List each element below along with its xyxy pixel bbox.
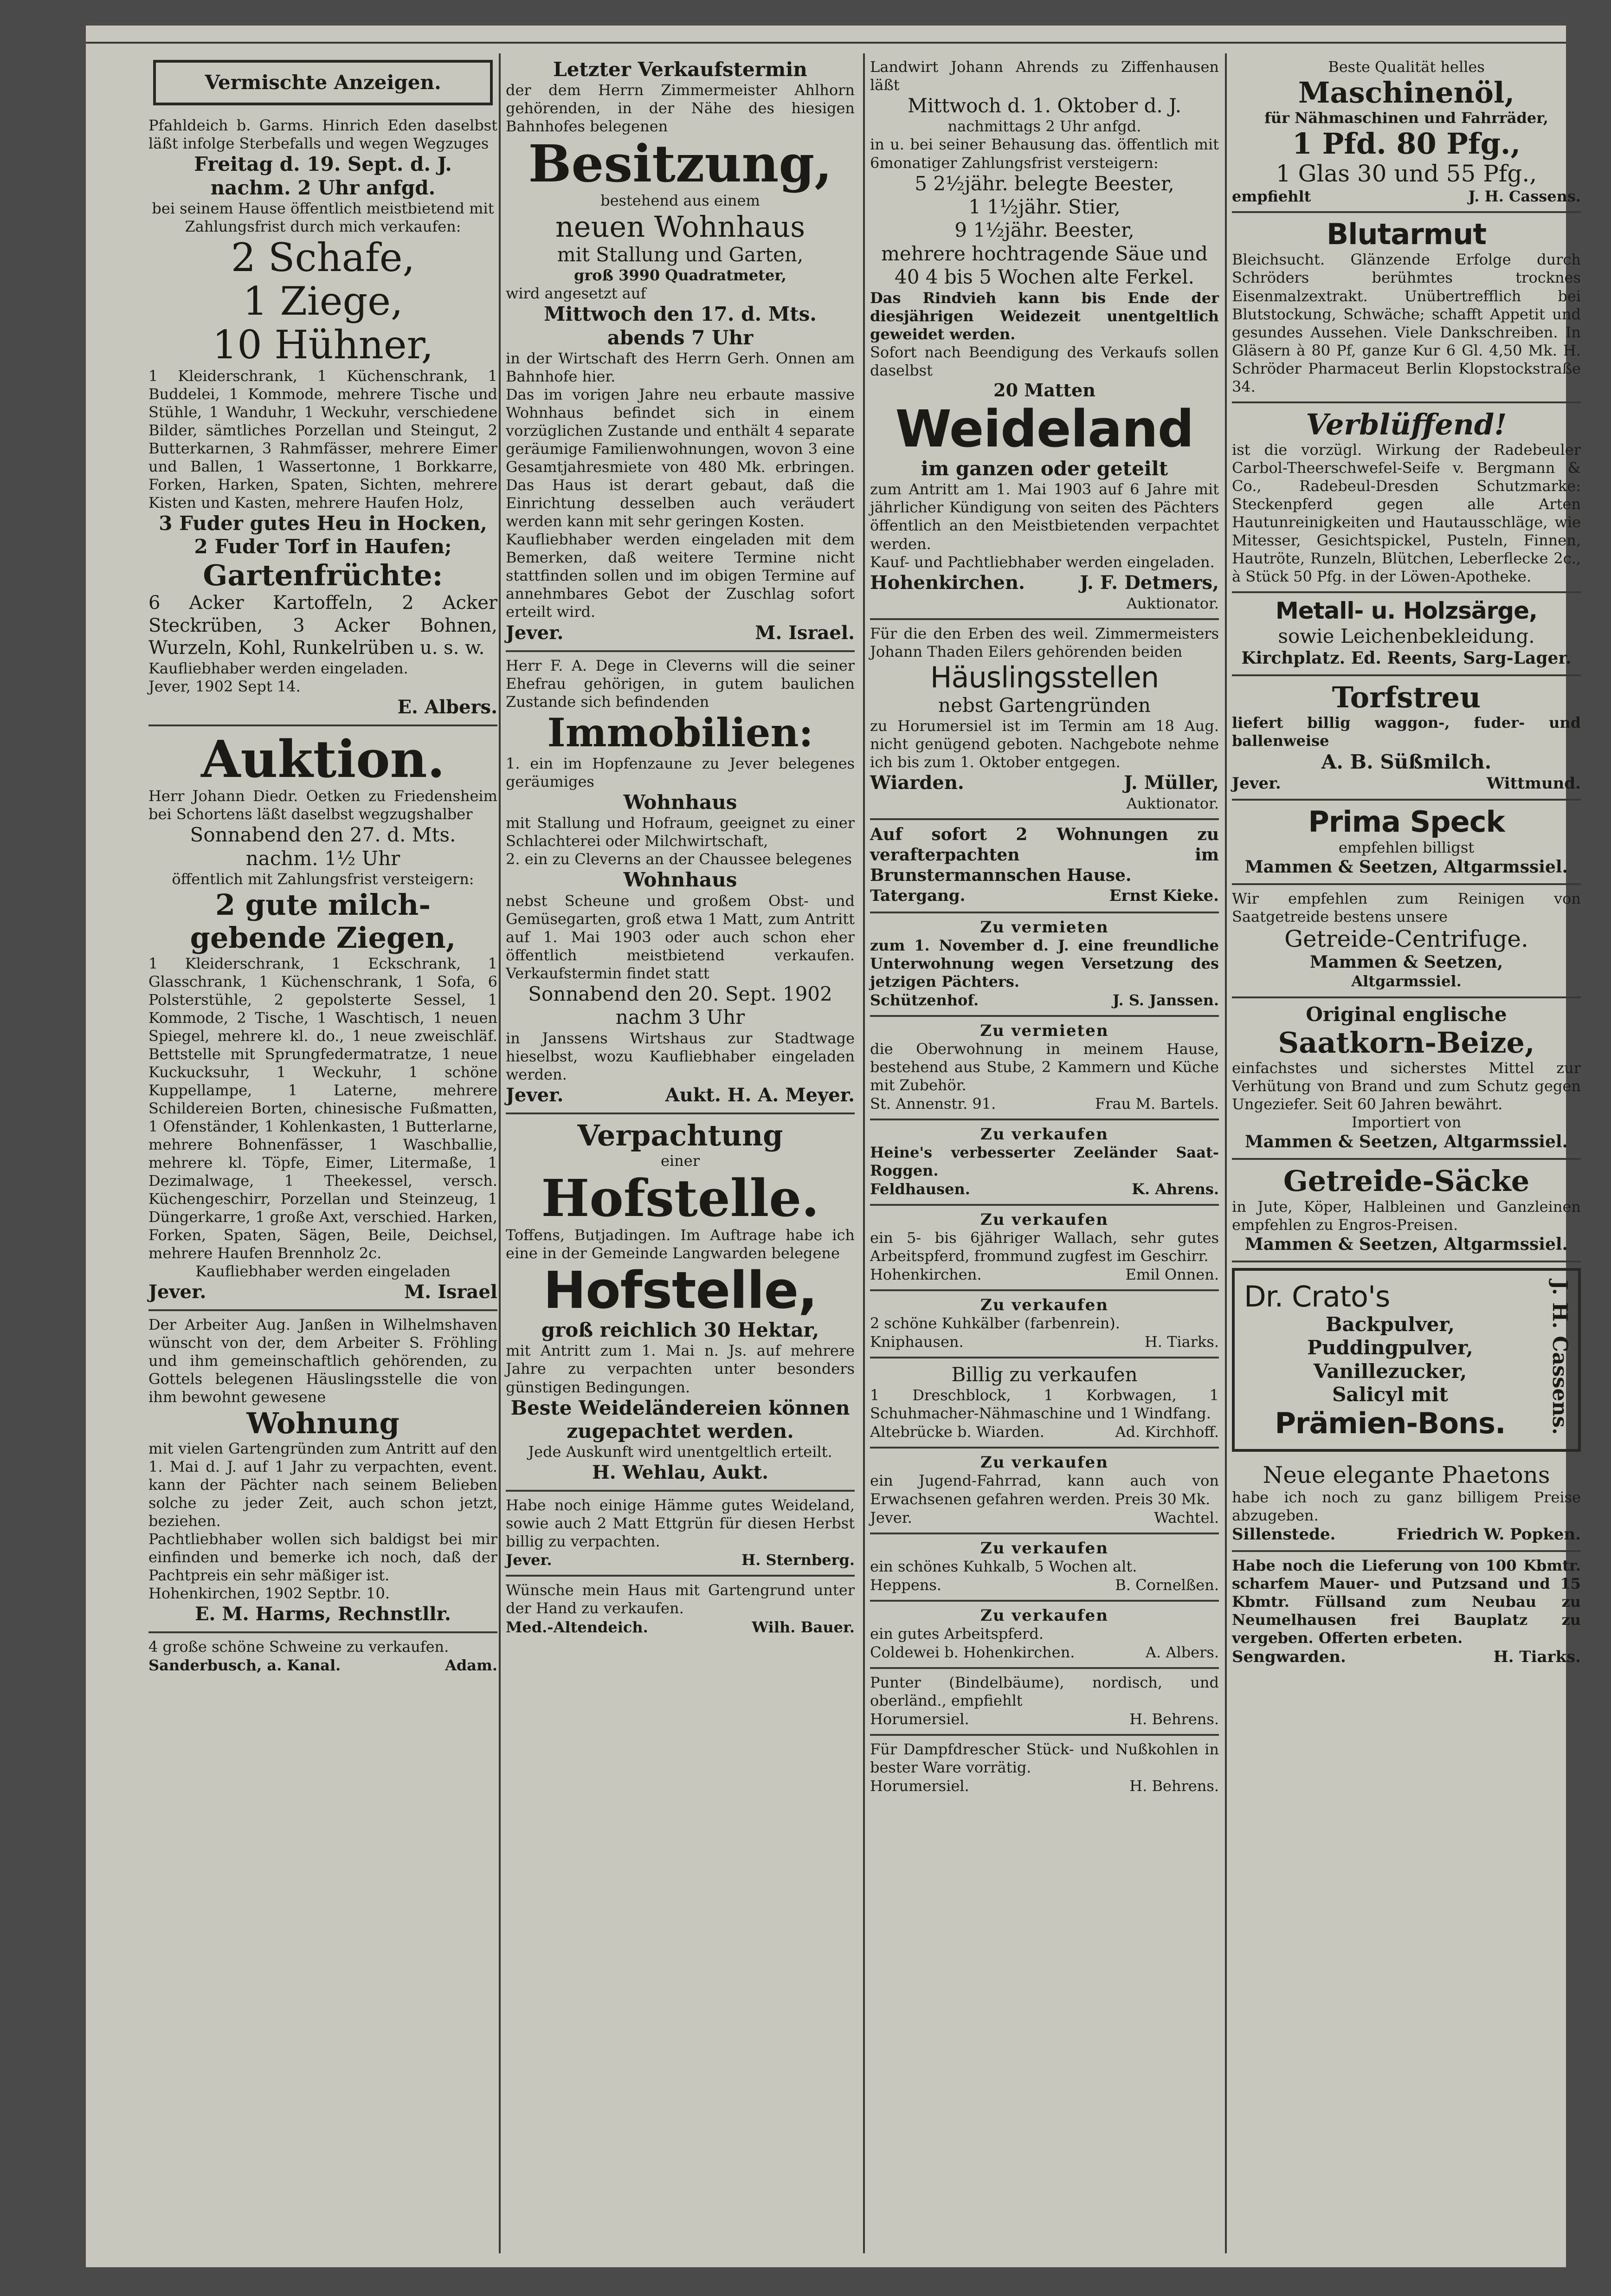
ad-signature	[870, 1508, 1219, 1527]
top-rule	[86, 42, 1566, 44]
signature-place: Jever.	[506, 621, 564, 644]
column-4	[1232, 53, 1581, 2253]
ad-title: Verblüffend!	[1306, 407, 1507, 441]
ad-text: ein gutes Arbeitspferd.	[870, 1624, 1044, 1643]
signature-place: Coldewei b. Hohenkirchen.	[870, 1643, 1075, 1661]
item-peat: 2 Fuder Torf in Haufen;	[194, 535, 452, 558]
ad-intro: Der Arbeiter Aug. Janßen in Wilhelmshaven wünscht von der, dem Arbeiter S. Fröhling und ihm gemeinschaftlich gehörenden, zu Gottels belegenen Häuslingsstelle die von ihm bewohnt gewesene	[148, 1316, 497, 1406]
ad-date: Mittwoch den 17. d. Mts.	[544, 303, 817, 326]
signature-name: E. Albers.	[397, 696, 497, 718]
product-4: Salicyl mit	[1332, 1383, 1448, 1406]
ad-role: Auktionator.	[1126, 795, 1219, 813]
signature-place: Tatergang.	[870, 886, 966, 905]
signature-name: A. Albers.	[1145, 1643, 1219, 1661]
ad-text: 4 große schöne Schweine zu verkaufen.	[148, 1638, 449, 1656]
ad-date: Mittwoch d. 1. Oktober d. J.	[907, 94, 1182, 117]
signature-name: Mammen & Seetzen,	[1309, 952, 1503, 972]
ad-title: Weideland	[895, 399, 1194, 459]
product-1: Backpulver,	[1325, 1313, 1455, 1336]
ad-signature	[1232, 1132, 1581, 1152]
centrifuge-ad-mammen	[1232, 885, 1581, 998]
ad-text: 2 schöne Kuhkälber (farbenrein).	[870, 1314, 1120, 1332]
ad-time: abends 7 Uhr	[607, 326, 754, 349]
ad-head: Zu vermieten	[980, 1021, 1109, 1040]
crato-ad-frame	[1232, 1268, 1581, 1452]
peat-ad-suessmilch	[1232, 676, 1581, 801]
ad-signature	[1232, 187, 1581, 206]
rental-ad-bartels	[870, 1017, 1219, 1120]
signature-name: H. Behrens.	[1129, 1710, 1219, 1728]
item-goats: 2 gute milch-	[215, 888, 431, 922]
signature-place: Horumersiel.	[870, 1710, 969, 1728]
signature-name: Aukt. H. A. Meyer.	[665, 1084, 855, 1106]
signature-name: J. Müller,	[1124, 772, 1219, 794]
ad-title: Auktion.	[201, 729, 445, 789]
column-3	[870, 53, 1219, 2253]
item-1-text: mit Stallung und Hofraum, geeignet zu einer Schlachterei oder Milchwirtschaft,	[506, 814, 855, 850]
rental-ad-kieke	[870, 820, 1219, 913]
ad-sub: nebst Gartengründen	[938, 693, 1151, 717]
ad-text: ist die vorzügl. Wirkung der Radebeuler Carbol-Theerschwefel-Seife v. Bergmann & Co., Radebeul-Dresden Schutzmarke: Steckenpferd gegen alle Arten Hautunreinigkeiten und Hautausschläge, wie Mitesser, Gesichtspickel, Pusteln, Finnen, Hautröte, Runzeln, Blütchen, Leberflecke 2c., à Stück 50 Pfg. in der Löwen-Apotheke.	[1232, 441, 1581, 586]
ad-text: Wünsche mein Haus mit Gartengrund unter der Hand zu verkaufen.	[506, 1581, 855, 1617]
phaeton-ad-popken	[1232, 1457, 1581, 1552]
item-list: 1 Kleiderschrank, 1 Eckschrank, 1 Glasschrank, 1 Küchenschrank, 1 Sofa, 6 Polsterstühle, 2 gepolsterte Sessel, 1 Kommode, 2 Tische, 1 Waschtisch, 1 neuen Spiegel, mehrere kl. do., 1 neue zweischläf. Bettstelle mit Sprungfedermatratze, 1 neue Kuckucksuhr, 1 Weckuhr, 1 schöne Kuppellampe, 1 Laterne, mehrere Schildereien Borten, chinesische Fußmatten, 1 Ofenständer, 1 Kohlenkasten, 1 Butterlarne, mehrere Bohnenfässer, 1 Waschballie, mehrere kl. Töpfe, Eimer, Litermaße, 1 Dezimalwage, 1 Theekessel, versch. Küchengeschirr, Porzellan und Steinzeug, 1 Düngerkarre, 1 große Axt, verschied. Harken, Forken, Spaten, Sägen, Beile, Deichsel, mehrere Haufen Brennholz 2c.	[148, 954, 497, 1262]
health-ad-schroeder	[1232, 213, 1581, 403]
sack-ad-mammen	[1232, 1160, 1581, 1262]
column-divider	[863, 53, 865, 2253]
ad-signature	[870, 1180, 1219, 1198]
ad-title: Besitzung,	[528, 134, 832, 194]
ad-time: nachm. 2 Uhr anfgd.	[210, 176, 436, 199]
signature-place: Hohenkirchen.	[870, 1266, 982, 1283]
ad-title: Maschinenöl,	[1298, 76, 1515, 110]
signature-name: H. Sternberg.	[741, 1551, 855, 1569]
recommend: empfiehlt	[1232, 188, 1311, 206]
auction-ad-albers	[148, 112, 497, 726]
signature-place: Schützenhof.	[870, 991, 979, 1009]
ad-signature	[870, 1643, 1219, 1662]
ad-title-2: Hofstelle,	[543, 1261, 817, 1320]
soap-ad-bergmann	[1232, 403, 1581, 594]
ad-sub: für Nähmaschinen und Fahrräder,	[1264, 109, 1548, 127]
signature-place-2: Wittmund.	[1487, 774, 1581, 793]
ad-text: mit vielen Gartengründen zum Antritt auf den 1. Mai d. J. auf 1 Jahr zu verpachten, event. kann der Pächter nach seinem Belieben solche zu jeder Zeit, auch schon jetzt, beziehen.	[148, 1439, 497, 1530]
signature-place: Altebrücke b. Wiarden.	[870, 1423, 1044, 1441]
ad-title: Torfstreu	[1332, 680, 1481, 715]
ad-role: Auktionator.	[1126, 594, 1219, 612]
ad-signature	[870, 1576, 1219, 1594]
ad-intro: Für die den Erben des weil. Zimmermeisters Johann Thaden Eilers gehörenden beiden	[870, 624, 1219, 660]
signature-name: J. F. Detmers,	[1080, 571, 1219, 594]
ad-intro: der dem Herrn Zimmermeister Ahlhorn gehörenden, in der Nähe des hiesigen Bahnhofes belegenen	[506, 81, 855, 136]
sale-ad-ahrens	[870, 1120, 1219, 1206]
ad-signature	[506, 621, 855, 645]
item-4: mehrere hochtragende Säue und 40 4 bis 5 Wochen alte Ferkel.	[881, 242, 1208, 289]
ad-invite: Kaufliebhaber werden eingeladen.	[148, 660, 408, 678]
ad-title: Metall- u. Holzsärge,	[1275, 597, 1538, 625]
ad-signature	[870, 771, 1219, 795]
item-hens: 10 Hühner,	[212, 322, 434, 368]
signature-place: Kniphausen.	[870, 1333, 964, 1351]
column-1	[148, 53, 497, 2253]
item-goat: 1 Ziege,	[243, 278, 403, 324]
signature-name: Adam.	[445, 1656, 497, 1675]
ad-text: zu Horumersiel ist im Termin am 18 Aug. nicht genügend geboten. Nachgebote nehme ich bis zum 1. Oktober entgegen.	[870, 717, 1219, 771]
bacon-ad-mammen	[1232, 801, 1581, 885]
ad-intro: Landwirt Johann Ahrends zu Ziffenhausen läßt	[870, 58, 1219, 94]
ad-info: Jede Auskunft wird unentgeltlich erteilt.	[528, 1443, 832, 1461]
ad-size: groß 3990 Quadratmeter,	[574, 266, 786, 285]
sale-ad-bauer	[506, 1577, 855, 1642]
signature-name: Emil Onnen.	[1125, 1266, 1219, 1283]
ad-title: Hofstelle.	[541, 1168, 819, 1228]
premium-bons: Prämien-Bons.	[1275, 1406, 1506, 1440]
ad-signature	[870, 991, 1219, 1009]
ad-title: Prima Speck	[1308, 805, 1505, 839]
ad-intro: Herr Johann Diedr. Oetken zu Friedensheim bei Schortens läßt daselbst wegzugshalber	[148, 787, 497, 823]
ad-signature	[148, 1281, 497, 1304]
ad-time: nachm 3 Uhr	[615, 1006, 745, 1029]
sale-ad-behrens-coal	[870, 1736, 1219, 1801]
ad-size: groß reichlich 30 Hektar,	[541, 1319, 819, 1342]
column-2	[506, 53, 855, 2253]
ad-signature	[1232, 1234, 1581, 1255]
seller-vertical: J. H. Cassens.	[1548, 1280, 1572, 1435]
signature-place: Jever.	[870, 1508, 912, 1526]
ad-text: Das im vorigen Jahre neu erbaute massive Wohnhaus befindet sich in einem vorzüglichen Zustande und enthält 4 separate geräumige Familienwohnungen, wovon 3 eine Gesamtjahresmiete von 480 Mk. erbringen. Das Haus ist derart gebaut, daß die Einrichtung desselben auch veräudert werden kann mit sehr geringen Kosten.	[506, 386, 855, 530]
signature-name: J. H. Cassens.	[1468, 188, 1581, 206]
ad-text: habe ich noch zu ganz billigem Preise abzugeben.	[1232, 1488, 1581, 1525]
ad-signature	[870, 1710, 1219, 1728]
ad-text: ein schönes Kuhkalb, 5 Wochen alt.	[870, 1557, 1137, 1575]
signature-place: Med.-Altendeich.	[506, 1618, 648, 1636]
signature-place: Jever.	[506, 1551, 552, 1569]
item-vegetables: 6 Acker Kartoffeln, 2 Acker Steckrüben, 3 Acker Bohnen, Wurzeln, Kohl, Runkelrüben u. s. w.	[148, 592, 497, 659]
ad-signature	[870, 1094, 1219, 1113]
item-2: 1 1½jähr. Stier,	[968, 195, 1121, 218]
ad-text-2: Kaufliebhaber werden eingeladen mit dem Bemerken, daß weitere Termine nicht stattfinden sollen und im obigen Termine auf annehmbares Gebot der Zuschlag sofort erteilt wird.	[506, 530, 855, 621]
auction-ad-ahrends	[870, 53, 1219, 620]
ad-sub: bestehend aus einem	[600, 192, 760, 210]
signature-name: A. B. Süßmilch.	[1321, 750, 1492, 773]
ad-signature	[870, 1777, 1219, 1795]
ad-text: Habe noch die Lieferung von 100 Kbmtr. scharfem Mauer- und Putzsand und 15 Kbmtr. Füllsand zum Neubau zu Neumelhausen frei Bauplatz zu vergeben. Offerten erbeten.	[1232, 1556, 1581, 1647]
ad-signature	[870, 1265, 1219, 1284]
signature-name: Wilh. Bauer.	[752, 1618, 855, 1636]
ad-place: in der Wirtschaft des Herrn Gerh. Onnen am Bahnhofe hier.	[506, 349, 855, 386]
ad-signature	[870, 571, 1219, 595]
ad-note: Das Rindvieh kann bis Ende der diesjährigen Weidezeit unentgeltlich geweidet werden.	[870, 289, 1219, 343]
signature-name: Mammen & Seetzen, Altgarmssiel.	[1244, 857, 1568, 877]
item-sheep: 2 Schafe,	[231, 235, 415, 281]
signature-place: Feldhausen.	[870, 1180, 970, 1198]
signature-name: Friedrich W. Popken.	[1396, 1525, 1581, 1544]
ad-intro: Pfahldeich b. Garms. Hinrich Eden daselbst läßt infolge Sterbefalls und wegen Wegzuges	[148, 116, 497, 153]
ad-text: die Oberwohnung in meinem Hause, bestehend aus Stube, 2 Kammern und Küche mit Zubehör.	[870, 1040, 1219, 1094]
section-title: Vermischte Anzeigen.	[205, 71, 441, 94]
signature-place: Jever.	[148, 1281, 206, 1303]
item-1: 5 2½jähr. belegte Beester,	[915, 172, 1174, 195]
ad-part: im ganzen oder geteilt	[921, 457, 1168, 480]
ad-text: ein Jugend-Fahrrad, kann auch von Erwachsenen gefahren werden. Preis 30 Mk.	[870, 1472, 1219, 1508]
signature-name: H. Tiarks.	[1144, 1333, 1219, 1351]
item-3: 9 1½jähr. Beester,	[954, 219, 1134, 242]
ad-sub: empfehlen billigst	[1338, 838, 1475, 856]
signature-name: Ernst Kieke.	[1109, 886, 1219, 905]
ad-time: nachmittags 2 Uhr anfgd.	[947, 117, 1141, 136]
signature-place: Sillenstede.	[1232, 1525, 1336, 1544]
ad-head: Zu verkaufen	[980, 1453, 1108, 1472]
brand-name: Dr. Crato's	[1244, 1279, 1390, 1313]
item-1-title: Wohnhaus	[623, 790, 737, 814]
signature-place: Wiarden.	[870, 772, 964, 794]
signature-name: E. M. Harms, Rechnstllr.	[195, 1603, 451, 1625]
newspaper-page	[86, 26, 1581, 2267]
ad-time: nachm. 1½ Uhr	[245, 847, 400, 870]
ad-head: Zu verkaufen	[980, 1210, 1108, 1229]
sale-ad-kirchhoff	[870, 1358, 1219, 1449]
signature-place: Sanderbusch, a. Kanal.	[148, 1656, 341, 1675]
signature-name: Wachtel.	[1154, 1508, 1219, 1526]
signature-name: B. Cornelßen.	[1115, 1576, 1219, 1594]
item-garden: Gartenfrüchte:	[203, 558, 443, 592]
ad-text: einfachstes und sicherstes Mittel zur Verhütung von Brand und zum Schutz gegen Ungeziefer. Seit 60 Jahren bewährt.	[1232, 1059, 1581, 1113]
ad-text: 1 Dreschblock, 1 Korbwagen, 1 Schuhmacher-Nähmaschine und 1 Windfang.	[870, 1386, 1219, 1423]
signature-name: H. Tiarks.	[1493, 1648, 1581, 1667]
ad-text: Punter (Bindelbäume), nordisch, und oberländ., empfiehlt	[870, 1673, 1219, 1709]
ad-title: Immobilien:	[547, 709, 813, 756]
column-divider	[499, 53, 501, 2253]
ad-set: wird angesetzt auf	[506, 285, 646, 303]
lease-ad-wehlau	[506, 1114, 855, 1492]
ad-head: Zu verkaufen	[980, 1125, 1108, 1144]
price-2: 1 Glas 30 und 55 Pfg.,	[1276, 160, 1537, 187]
ad-signature	[506, 1461, 855, 1484]
sale-ad-behrens-punter	[870, 1669, 1219, 1736]
ad-invite: Kauf- und Pachtliebhaber werden eingeladen.	[870, 553, 1215, 571]
signature-name: H. Wehlau, Aukt.	[592, 1462, 769, 1484]
signature-name: J. S. Janssen.	[1112, 991, 1219, 1009]
ad-head: Zu vermieten	[980, 918, 1109, 937]
column-divider	[1225, 53, 1227, 2253]
ad-with: mit Stallung und Garten,	[557, 243, 804, 266]
ad-intro: Wir empfehlen zum Reinigen von Saatgetreide bestens unsere	[1232, 889, 1581, 925]
ad-einer: einer	[660, 1151, 700, 1170]
ad-title: Saatkorn-Beize,	[1278, 1025, 1535, 1060]
signature-name: M. Israel.	[755, 621, 855, 644]
ad-text: ein 5- bis 6jähriger Wallach, sehr gutes Arbeitspferd, frommund zugfest im Geschirr.	[870, 1229, 1219, 1265]
section-header	[153, 60, 493, 105]
signature-place: Heppens.	[870, 1576, 941, 1594]
signature-place: Horumersiel.	[870, 1777, 969, 1795]
sale-ad-tiarks	[870, 1291, 1219, 1358]
ad-signature	[506, 1551, 855, 1569]
ad-place: in u. bei seiner Behausung das. öffentlich mit 6monatiger Zahlungsfrist versteigern:	[870, 136, 1219, 172]
sale-ad-albers	[870, 1602, 1219, 1669]
ad-date: Freitag d. 19. Sept. d. J.	[194, 153, 452, 176]
ad-text: Habe noch einige Hämme gutes Weideland, sowie auch 2 Matt Ettgrün für diesen Herbst billig zu verpachten.	[506, 1496, 855, 1551]
signature-name: Ad. Kirchhoff.	[1115, 1423, 1219, 1441]
ad-text: Bleichsucht. Glänzende Erfolge durch Schröders berühmtes trocknes Eisenmalzextrakt. Unübertrefflich bei Blutstockung, Schwäche; schafft Appetit und gesundes Aussehen. Viele Dankschreiben. In Gläsern à 80 Pf, ganze Kur 6 Gl. 4,50 Mk. H. Schröder Pharmaceut Berlin Klopstockstraße 34.	[1232, 251, 1581, 395]
item-list: 1 Kleiderschrank, 1 Küchenschrank, 1 Buddelei, 1 Kommode, mehrere Tische und Stühle, 1 Wanduhr, 1 Weckuhr, verschiedene Bilder, sämtliches Porzellan und Steingut, 2 Butterkarnen, 3 Rahmfässer, mehrere Eimer und Ballen, 1 Wassertonne, 1 Borkkarre, Forken, Harken, Spaten, Sichten, mehrere Kisten und Kasten, mehrere Haufen Holz,	[148, 367, 497, 511]
ad-head: Verpachtung	[577, 1118, 783, 1152]
ad-best: Beste Weideländereien können zugepachtet werden.	[510, 1396, 850, 1442]
sale-ad-wachtel	[870, 1449, 1219, 1534]
signature-name: K. Ahrens.	[1132, 1180, 1219, 1198]
item-hay: 3 Fuder gutes Heu in Hocken,	[159, 511, 487, 535]
ad-title: Blutarmut	[1326, 217, 1487, 252]
ad-date: Sonnabend den 27. d. Mts.	[190, 823, 456, 847]
ad-sub: sowie Leichenbekleidung.	[1278, 624, 1535, 647]
ad-house: neuen Wohnhaus	[555, 209, 806, 244]
ad-title: Getreide-Säcke	[1283, 1164, 1530, 1198]
ad-text: zum 1. November d. J. eine freundliche Unterwohnung wegen Versetzung des jetzigen Pächters.	[870, 936, 1219, 990]
ad-place: öffentlich mit Zahlungsfrist versteigern:	[172, 870, 474, 888]
signature-name: Mammen & Seetzen, Altgarmssiel.	[1244, 1132, 1568, 1152]
ad-title: Wohnung	[246, 1406, 400, 1440]
ad-text: Toffens, Butjadingen. Im Auftrage habe ich eine in der Gemeinde Langwarden belegene	[506, 1226, 855, 1262]
auction-ad-oetken	[148, 726, 497, 1311]
ad-invite: Kaufliebhaber werden eingeladen	[195, 1262, 451, 1281]
product-3: Vanillezucker,	[1313, 1359, 1467, 1383]
sale-ad-eilers	[870, 620, 1219, 821]
ad-text-2: mit Antritt zum 1. Mai n. Js. auf mehrere Jahre zu verpachten unter besonders günstigen Bedingungen.	[506, 1342, 855, 1396]
ad-title: Häuslingsstellen	[930, 660, 1159, 694]
ad-signature	[506, 1618, 855, 1636]
ad-dateline: Hohenkirchen, 1902 Septbr. 10.	[148, 1585, 390, 1603]
item-2-text: nebst Scheune und großem Obst- und Gemüsegarten, groß etwa 1 Matt, zum Antritt auf 1. Mai 1903 oder auch schon eher öffentlich meistbietend verkaufen. Verkaufstermin findet statt	[506, 892, 855, 982]
coffin-ad-reents	[1232, 593, 1581, 676]
ad-intro: Herr F. A. Dege in Cleverns will die seiner Ehefrau gehörigen, in gutem baulichen Zustande sich befindenden	[506, 656, 855, 711]
signature-place: St. Annenstr. 91.	[870, 1094, 996, 1112]
ad-text: Auf sofort 2 Wohnungen zu verafterpachten im Brunstermannschen Hause.	[870, 825, 1219, 886]
ad-dateline: Jever, 1902 Sept 14.	[148, 678, 301, 696]
ad-head: Letzter Verkaufstermin	[553, 58, 807, 81]
signature-place: Jever.	[1232, 774, 1281, 793]
signature-place: Jever.	[506, 1084, 564, 1106]
signature-place: Altgarmssiel.	[1351, 972, 1462, 990]
ad-signature	[1232, 1647, 1581, 1667]
ad-head: Zu verkaufen	[980, 1539, 1108, 1558]
item-goats-2: gebende Ziegen,	[190, 921, 456, 955]
product-2: Puddingpulver,	[1307, 1336, 1473, 1359]
ad-signature	[1232, 1525, 1581, 1545]
signature-name: Mammen & Seetzen, Altgarmssiel.	[1244, 1234, 1568, 1254]
ad-signature	[870, 1332, 1219, 1351]
ad-note-2: Sofort nach Beendigung des Verkaufs sollen daselbst	[870, 343, 1219, 379]
ad-mats: 20 Matten	[993, 379, 1095, 401]
ad-signature	[1232, 648, 1581, 669]
ad-text: in Jute, Köper, Halbleinen und Ganzleinen empfehlen zu Engros-Preisen.	[1232, 1197, 1581, 1234]
ad-head: Billig zu verkaufen	[951, 1363, 1138, 1386]
ad-date: Sonnabend den 20. Sept. 1902	[528, 982, 832, 1005]
ad-intro: Original englische	[1306, 1002, 1507, 1026]
ad-text: in Janssens Wirtshaus zur Stadtwage hieselbst, wozu Kaufliebhaber eingeladen werden.	[506, 1029, 855, 1083]
ad-signature	[148, 1656, 497, 1675]
ad-text: liefert billig waggon-, fuder- und ballenweise	[1232, 714, 1581, 750]
ad-head: Zu verkaufen	[980, 1606, 1108, 1625]
item-2-title: Wohnhaus	[623, 868, 737, 892]
signature-name: Kirchplatz. Ed. Reents, Sarg-Lager.	[1241, 648, 1572, 668]
ad-text: Für Dampfdrescher Stück- und Nußkohlen in bester Ware vorrätig.	[870, 1740, 1219, 1776]
seed-ad-mammen	[1232, 998, 1581, 1160]
sale-ad-adam	[148, 1633, 497, 1680]
ad-signature	[148, 1603, 497, 1626]
signature-name: M. Israel	[404, 1281, 497, 1303]
price-1: 1 Pfd. 80 Pfg.,	[1292, 127, 1521, 161]
item-1: 1. ein im Hopfenzaune zu Jever belegenes geräumiges	[506, 754, 855, 790]
ad-text-2: Pachtliebhaber wollen sich baldigst bei mir einfinden und bemerke ich noch, daß der Pachtpreis ein sehr mäßiger ist.	[148, 1530, 497, 1585]
item-2: 2. ein zu Cleverns an der Chaussee belegenes	[506, 850, 852, 868]
rental-ad-janssen	[870, 913, 1219, 1017]
signature-name: Frau M. Bartels.	[1095, 1094, 1219, 1112]
ad-signature	[148, 696, 497, 719]
ad-signature	[870, 886, 1219, 906]
ad-head: Zu verkaufen	[980, 1296, 1108, 1314]
sale-ad-cornelssen	[870, 1534, 1219, 1602]
ad-text: zum Antritt am 1. Mai 1903 auf 6 Jahre mit jährlicher Kündigung von seiten des Pächters öffentlich an den Meistbietenden verpachtet werden.	[870, 480, 1219, 553]
ad-signature	[870, 1423, 1219, 1441]
signature-place: Hohenkirchen.	[870, 571, 1025, 594]
signature-place: Sengwarden.	[1232, 1648, 1346, 1667]
signature-name: H. Behrens.	[1129, 1777, 1219, 1795]
ad-signature	[506, 1084, 855, 1107]
sale-ad-dege	[506, 652, 855, 1114]
ad-intro: Beste Qualität helles	[1328, 58, 1485, 76]
ad-title: Getreide-Centrifuge.	[1284, 925, 1528, 952]
lease-ad-sternberg	[506, 1492, 855, 1577]
ad-signature	[1232, 774, 1581, 794]
oil-ad-cassens	[1232, 53, 1581, 213]
sale-ad-ahlhorn	[506, 53, 855, 652]
ad-title: Neue elegante Phaetons	[1263, 1461, 1550, 1488]
ad-signature	[1232, 857, 1581, 878]
ad-importer: Importiert von	[1351, 1113, 1462, 1132]
sale-ad-onnen	[870, 1206, 1219, 1291]
sand-ad-tiarks	[1232, 1552, 1581, 1673]
ad-text: Heine's verbesserter Zeeländer Saat-Roggen.	[870, 1143, 1219, 1179]
rental-ad-janssen	[148, 1311, 497, 1633]
ad-place: bei seinem Hause öffentlich meistbietend mit Zahlungsfrist durch mich verkaufen:	[152, 200, 494, 236]
